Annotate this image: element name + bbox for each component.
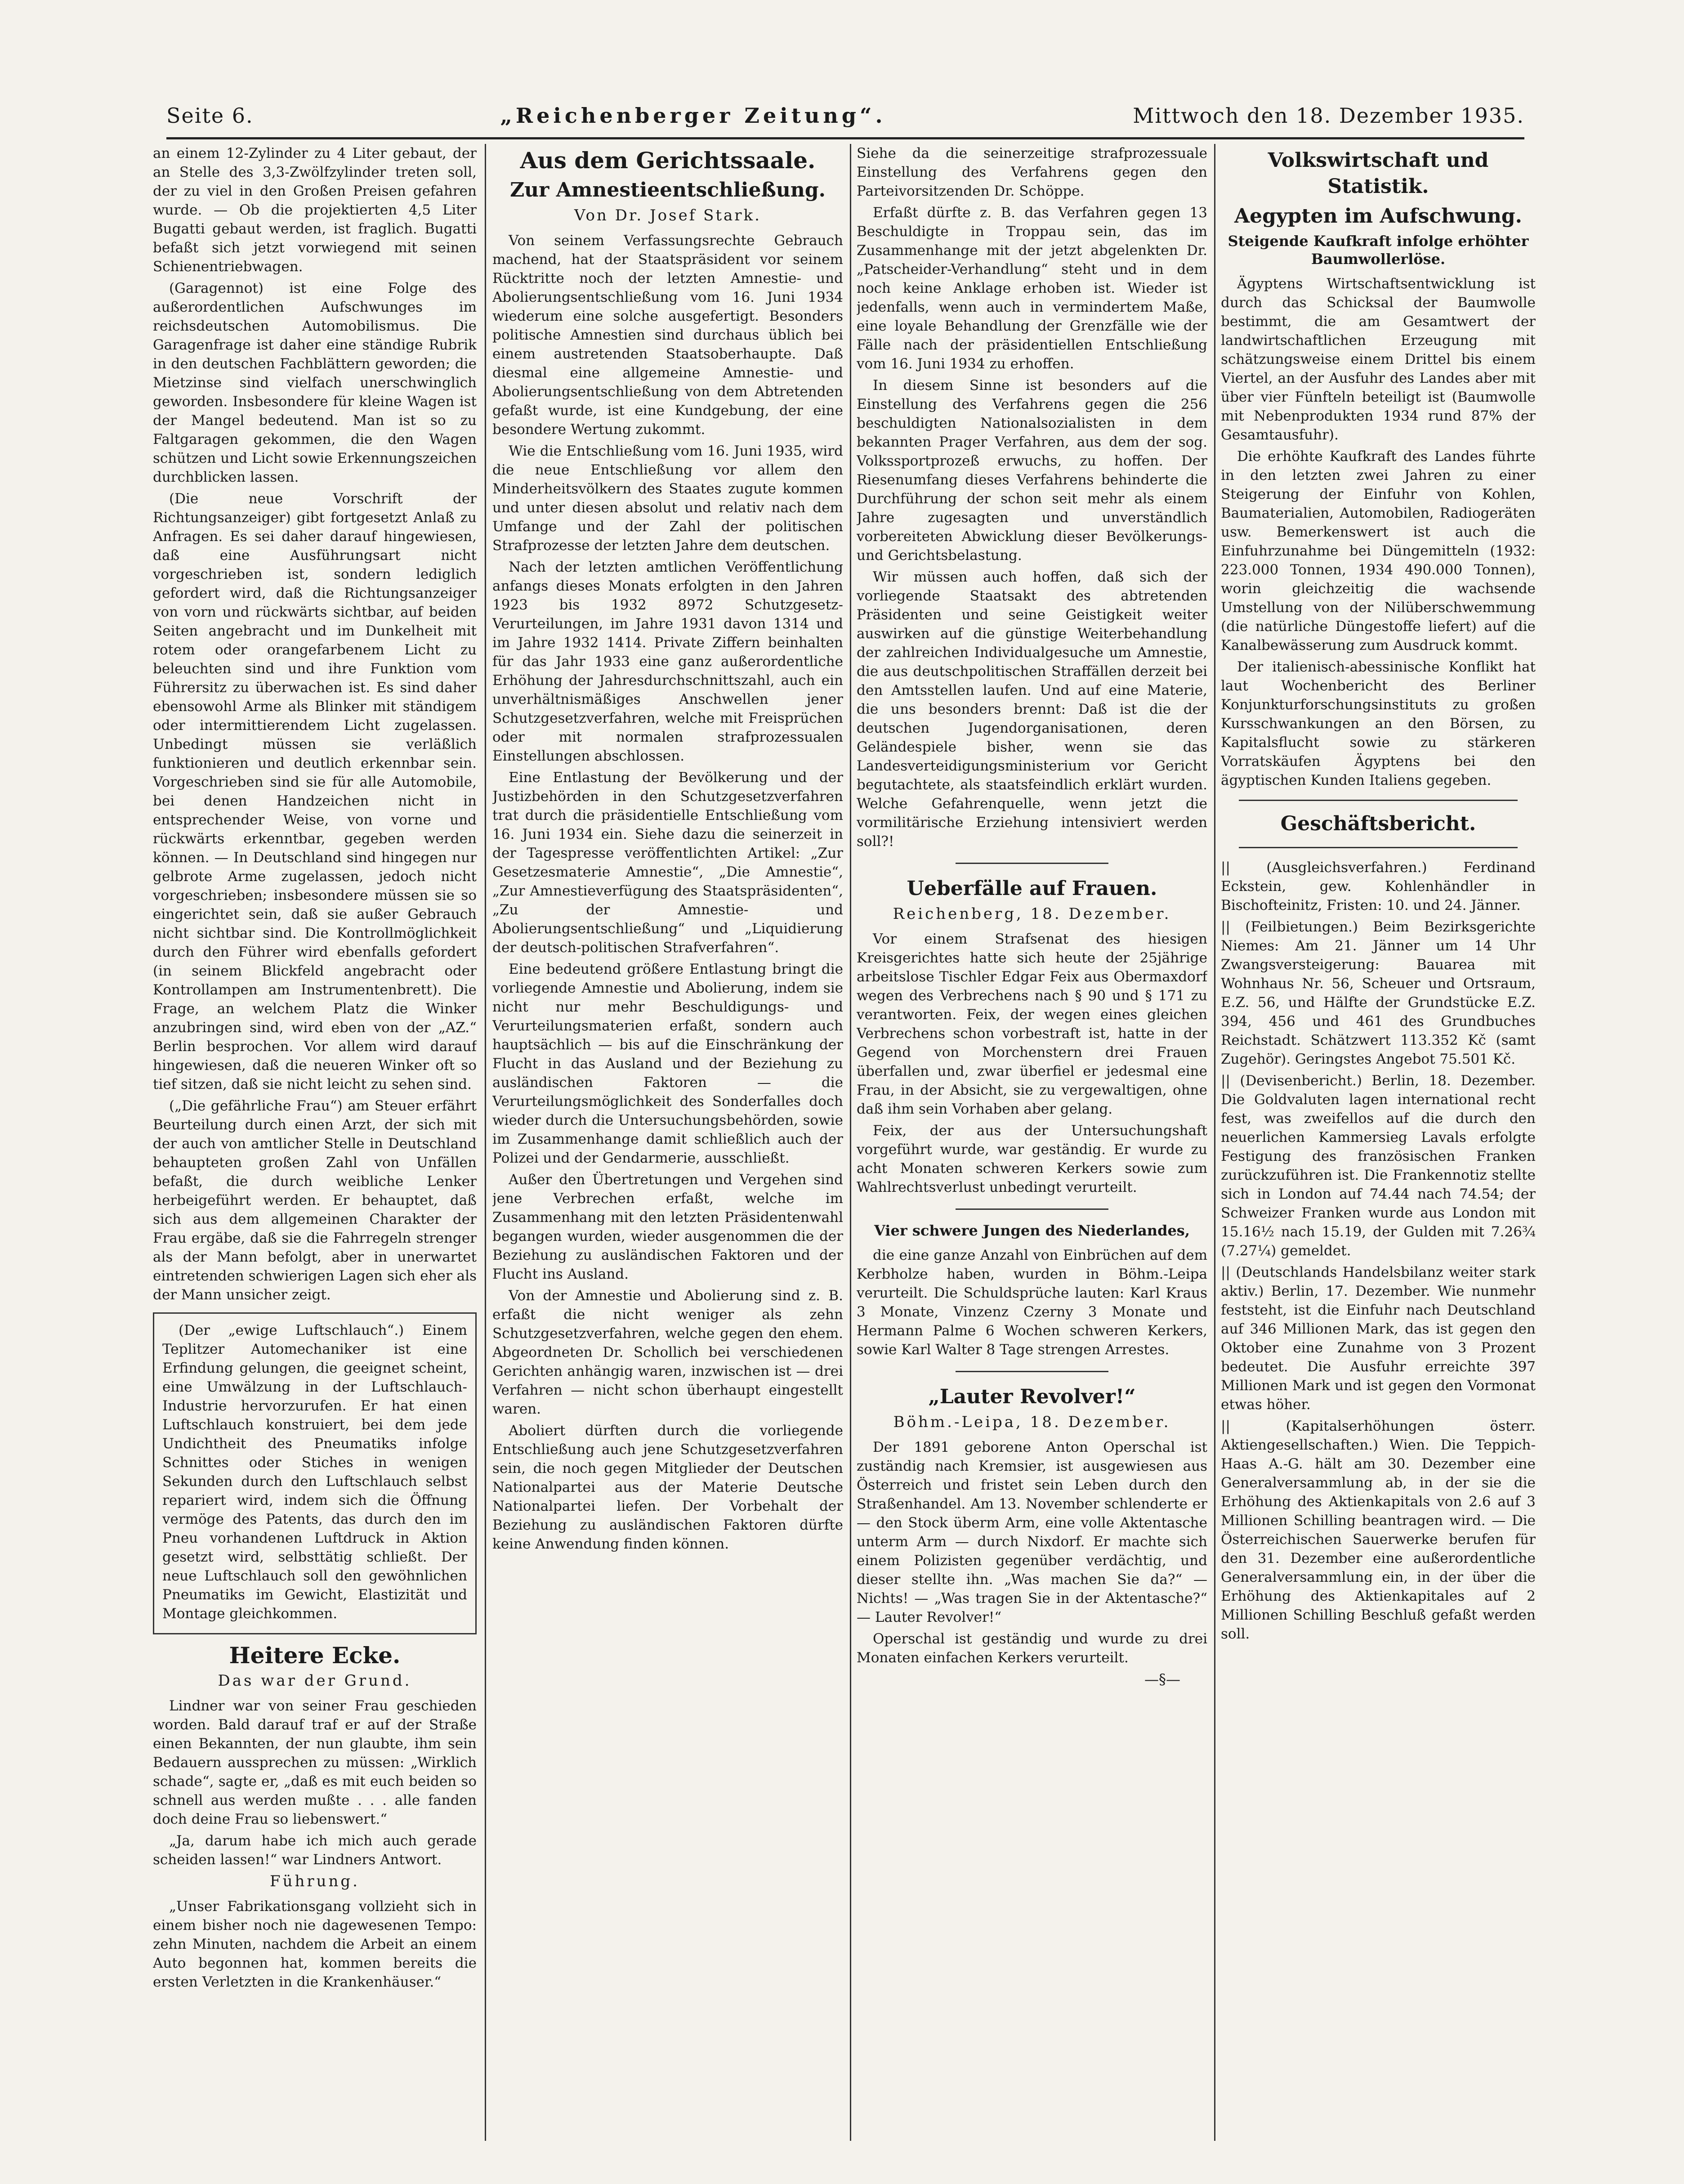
paragraph: Nach der letzten amtlichen Veröffentlichung anfangs dieses Monats erfolgten in den Jahren 1923 bis 1932 8972 Schutzgesetz-Verurteilungen, im Jahre 1931 davon 1314 und im Jahre 1932 1414. Private Ziffern beinhalten für das Jahr 1933 eine ganz außerordentliche Erhöhung der Jahresdurchschnittszahl, auch ein unverhältnismäßiges Anschwellen jener Schutzgesetzverfahren, welche mit Freisprüchen oder mit normalen strafprozessualen Einstellungen abschlossen.	[492, 559, 843, 764]
column-rule	[850, 144, 851, 2141]
signature: —§—	[1144, 1671, 1180, 1688]
byline: Von Dr. Josef Stark.	[574, 206, 761, 224]
column-4	[1221, 144, 1536, 2141]
article-headline: Vier schwere Jungen des Niederlandes,	[874, 1222, 1190, 1239]
page-number: Seite 6.	[166, 103, 254, 128]
paragraph: Eine Entlastung der Bevölkerung und der Justizbehörden in den Schutzgesetzverfahren trat durch die präsidentielle Entschließung vom 16. Juni 1934 ein. Siehe dazu die seinerzeit in der Tagespresse veröffentlichten Artikel: „Zur Gesetzesmaterie Amnestie“, „Die Amnestie“, „Zur Amnestieverfügung des Staatspräsidenten“, „Zu der Amnestie- und Abolierungsentschließung“ und „Liquidierung der deutsch-politischen Strafverfahren“.	[492, 770, 843, 956]
paragraph: In diesem Sinne ist besonders auf die Einstellung des Verfahrens gegen die 256 beschuldigten Nationalsozialisten in dem bekannten Prager Verfahren, aus dem der sog. Volkssportprozeß erwuchs, zu hoffen. Der Riesenumfang dieses Verfahrens behinderte die Durchführung der schon seit mehr als einem Jahre zugesagten und unverständlich vorbereiteten Abwicklung dieser Bevölkerungs- und Gerichtsbelastung.	[857, 377, 1207, 564]
article-headline: „Lauter Revolver!“	[928, 1385, 1136, 1408]
paragraph: || (Deutschlands Handelsbilanz weiter stark aktiv.) Berlin, 17. Dezember. Wie nunmehr feststeht, ist die Einfuhr nach Deutschland auf 346 Millionen Mark, das ist gegen den Oktober eine Zunahme von 3 Prozent bedeutet. Die Ausfuhr erreichte 397 Millionen Mark und ist gegen den Vormonat etwas höher.	[1221, 1264, 1536, 1413]
paragraph: (Die neue Vorschrift der Richtungsanzeiger) gibt fortgesetzt Anlaß zu Anfragen. Es sei daher darauf hingewiesen, daß eine Ausführungsart nicht vorgeschrieben ist, sondern lediglich gefordert wird, daß die Richtungsanzeiger von vorn und rückwärts sichtbar, auf beiden Seiten angebracht und im Dunkelheit mit rotem oder orangefarbenem Licht zu beleuchten sind und ihre Funktion vom Führersitz zu überwachen ist. Es sind daher ebensowohl Arme als Blinker mit ständigem oder intermittierendem Licht zugelassen. Unbedingt müssen sie verläßlich funktionieren und deutlich erkennbar sein. Vorgeschrieben sind sie für alle Automobile, bei denen Handzeichen nicht in entsprechender Weise, von vorne und rückwärts erkenntbar, gegeben werden können. — In Deutschland sind hingegen nur gelbrote Arme zugelassen, jedoch nicht vorgeschrieben; insbesondere müssen sie so eingerichtet sein, daß sie außer Gebrauch nicht sichtbar sind. Die Kontrollmöglichkeit durch den Führer wird ebenfalls gefordert (in seinem Blickfeld angebracht oder Kontrollampen am Instrumentenbrett). Die Frage, an welchem Platz die Winker anzubringen sind, wird eben von der „AZ.“ Berlin besprochen. Vor allem wird darauf hingewiesen, daß die neueren Winker oft so tief sitzen, daß sie nicht leicht zu sehen sind.	[153, 491, 477, 1092]
paragraph: Vor einem Strafsenat des hiesigen Kreisgerichtes hatte sich heute der 25jährige arbeitslose Tischler Edgar Feix aus Obermaxdorf wegen des Verbrechens nach § 90 und § 171 zu verantworten. Feix, der wegen eines gleichen Verbrechens schon vorbestraft ist, hatte in der Gegend von Morchenstern drei Frauen überfallen und, zwar überfiel er jedesmal eine Frau, in der Absicht, sie zu vergewaltigen, ohne daß ihm sein Vorhaben aber gelang.	[857, 931, 1207, 1117]
paragraph: || (Feilbietungen.) Beim Bezirksgerichte Niemes: Am 21. Jänner um 14 Uhr Zwangsversteigerung: Bauarea mit Wohnhaus Nr. 56, Scheuer und Ortsraum, E.Z. 56, und Hälfte der Grundstücke E.Z. 394, 456 und 461 des Grundbuches Reichstadt. Schätzwert 113.352 Kč (samt Zugehör). Geringstes Angebot 75.501 Kč.	[1221, 919, 1536, 1067]
paragraph: || (Ausgleichsverfahren.) Ferdinand Eckstein, gew. Kohlenhändler in Bischofteinitz, Fristen: 10. und 24. Jänner.	[1221, 859, 1536, 913]
column-2	[492, 144, 843, 2141]
paragraph: Der italienisch-abessinische Konflikt hat laut Wochenbericht des Berliner Konjunkturforschungsinstituts zu großen Kursschwankungen an den Börsen, zu Kapitalsflucht sowie zu stärkeren Vorratskäufen Ägyptens bei den ägyptischen Kunden Italiens gegeben.	[1221, 659, 1536, 788]
article-headline: Aegypten im Aufschwung.	[1234, 205, 1522, 228]
paragraph: Ägyptens Wirtschaftsentwicklung ist durch das Schicksal der Baumwolle bestimmt, die am Gesamtwert der landwirtschaftlichen Erzeugung mit schätzungsweise einem Drittel bis einem Viertel, an der Ausfuhr des Landes aber mit über vier Fünfteln beteiligt ist (Baumwolle mit Nebenprodukten 1934 rund 87% der Gesamtausfuhr).	[1221, 276, 1536, 443]
paragraph: an einem 12-Zylinder zu 4 Liter gebaut, der an Stelle des 3,3-Zwölfzylinder treten soll, der zu viel in den Großen Preisen gefahren wurde. — Ob die projektierten 4,5 Liter Bugatti gebaut werden, ist fraglich. Bugatti befaßt sich jetzt vorwiegend mit seinen Schienentriebwagen.	[153, 145, 477, 275]
section-heading: Heitere Ecke.	[229, 1642, 401, 1669]
paragraph: Aboliert dürften durch die vorliegende Entschließung auch jene Schutzgesetzverfahren sein, die noch gegen Mitglieder der Deutschen Nationalpartei aus der Materie Deutsche Nationalpartei liefen. Der Vorbehalt der Beziehung zu ausländischen Faktoren dürfte keine Anwendung finden können.	[492, 1423, 843, 1552]
paragraph: Erfaßt dürfte z. B. das Verfahren gegen 13 Beschuldigte in Troppau sein, das im Zusammenhange mit der jetzt abgelenkten Dr. „Patscheider-Verhandlung“ steht und in dem noch keine Anklage erhoben ist. Wieder ist jedenfalls, wenn auch in vermindertem Maße, eine loyale Behandlung der Grenzfälle wie der Fälle nach der präsidentiellen Entschließung vom 16. Juni 1934 zu erhoffen.	[857, 205, 1207, 372]
article-headline: Ueberfälle auf Frauen.	[907, 877, 1157, 900]
paragraph: die eine ganze Anzahl von Einbrüchen auf dem Kerbholze haben, wurden in Böhm.-Leipa verurteilt. Die Schuldsprüche lauten: Karl Kraus 3 Monate, Vinzenz Czerny 3 Monate und Hermann Palme 6 Wochen schweren Kerkers, sowie Karl Walter 8 Tage strengen Arrestes.	[857, 1247, 1207, 1358]
paper-title: „Reichenberger Zeitung“.	[500, 103, 886, 128]
paragraph: || (Kapitalserhöhungen österr. Aktiengesellschaften.) Wien. Die Teppich-Haas A.-G. hält am 30. Dezember eine Generalversammlung ab, in der sie die Erhöhung des Aktienkapitals von 2.6 auf 3 Millionen Schilling beantragen wird. — Die Österreichischen Sauerwerke berufen für den 31. Dezember eine außerordentliche Generalversammlung ein, in der über die Erhöhung des Aktienkapitales auf 2 Millionen Schilling Beschluß gefaßt werden soll.	[1221, 1418, 1536, 1642]
separator	[956, 1371, 1108, 1372]
notice-box	[153, 1312, 477, 1634]
column-rule	[1214, 144, 1215, 2141]
paragraph: Wir müssen auch hoffen, daß sich der vorliegende Staatsakt des abtretenden Präsidenten und seine Geistigkeit weiter auswirken auf die günstige Weiterbehandlung der zahlreichen Individualgesuche um Amnestie, die aus deutschpolitischen Straffällen derzeit bei den Amtsstellen laufen. Und auf eine Materie, die uns besonders brennt: Daß ist die der deutschen Jugendorganisationen, deren Geländespiele bisher, wenn sie das Landesverteidigungsministerium vor Gericht begutachtete, als staatsfeindlich erklärt wurden. Welche Gefahrenquelle, wenn jetzt die vormilitärische Erziehung intensiviert werden soll?!	[857, 569, 1207, 850]
paragraph: Siehe da die seinerzeitige strafprozessuale Einstellung des Verfahrens gegen den Parteivorsitzenden Dr. Schöppe.	[857, 145, 1207, 199]
paragraph: Feix, der aus der Untersuchungshaft vorgeführt wurde, war geständig. Er wurde zu acht Monaten schweren Kerkers sowie zum Wahlrechtsverlust unbedingt verurteilt.	[857, 1123, 1207, 1195]
paragraph: „Unser Fabrikationsgang vollzieht sich in einem bisher noch nie dagewesenen Tempo: zehn Minuten, nachdem die Arbeit an einem Auto begonnen hat, kommen bereits die ersten Verletzten in die Krankenhäuser.“	[153, 1898, 477, 1990]
paragraph: (Garagennot) ist eine Folge des außerordentlichen Aufschwunges im reichsdeutschen Automobilismus. Die Garagenfrage ist daher eine ständige Rubrik in den deutschen Fachblättern geworden; die Mietzinse sind vielfach unerschwinglich geworden. Insbesondere für kleine Wagen ist der Mangel bedeutend. Man ist so zu Faltgaragen gekommen, die den Wagen schützen und Licht sowie Erkennungszeichen durchblicken lassen.	[153, 280, 477, 485]
column-3	[857, 144, 1207, 2141]
paragraph: Der 1891 geborene Anton Operschal ist zuständig nach Kremsier, ist ausgewiesen aus Österreich und fristet sein Leben durch den Straßenhandel. Am 13. November schlenderte er — den Stock überm Arm, eine volle Aktentasche unterm Arm — durch Nixdorf. Er machte sich einem Polizisten gegenüber verdächtig, und dieser stellte ihn. „Was machen Sie da?“ — Nichts! — „Was tragen Sie in der Aktentasche?“ — Lauter Revolver!“	[857, 1439, 1207, 1625]
paragraph: Die erhöhte Kaufkraft des Landes führte in den letzten zwei Jahren zu einer Steigerung der Einfuhr von Kohlen, Baumaterialien, Automobilen, Radiogeräten usw. Bemerkenswert ist auch die Einfuhrzunahme bei Düngemitteln (1932: 223.000 Tonnen, 1934 490.000 Tonnen), worin gleichzeitig die wachsende Umstellung von der Nilüberschwemmung (die natürliche Düngestoffe liefert) auf die Kanalbewässerung zum Ausdruck kommt.	[1221, 448, 1536, 653]
column-1	[153, 144, 477, 2141]
joke-title: Führung.	[269, 1872, 360, 1890]
paragraph: Eine bedeutend größere Entlastung bringt die vorliegende Amnestie und Abolierung, indem sie nicht nur mehr Beschuldigungs- und Verurteilungsmaterien erfaßt, sondern auch hauptsächlich — bis auf die Einschränkung der Flucht in das Ausland und der Beziehung zu ausländischen Faktoren — die Verurteilungsmöglichkeit des Sonderfalles doch wieder durch die Untersuchungsbehörden, sowie im Zusammenhange damit schließlich auch der Polizei und der Gendarmerie, ausschließt.	[492, 961, 843, 1166]
paragraph: Operschal ist geständig und wurde zu drei Monaten einfachen Kerkers verurteilt.	[857, 1631, 1207, 1666]
paragraph: („Die gefährliche Frau“) am Steuer erfährt Beurteilung durch einen Arzt, der sich mit der auch von amtlicher Stelle in Deutschland behaupteten großen Zahl von Unfällen befaßt, die durch weibliche Lenker herbeigeführt werden. Er behauptet, daß sich aus dem allgemeinen Charakter der Frau ergäbe, daß sie die Fahrregeln strenger als der Mann befolgt, aber in unerwartet eintretenden schwierigen Lagen sich eher als der Mann unsicher zeigt.	[153, 1098, 477, 1303]
article-subheadline: Steigende Kaufkraft infolge erhöhter Baumwollerlöse.	[1228, 233, 1529, 268]
dateline: Reichenberg, 18. Dezember.	[893, 905, 1171, 923]
separator	[1239, 847, 1518, 848]
paragraph: Von der Amnestie und Abolierung sind z. B. erfaßt die nicht weniger als zehn Schutzgesetzverfahren, welche gegen den ehem. Abgeordneten Dr. Schollich bei verschiedenen Gerichten anhängig waren, inzwischen ist — drei Verfahren — nicht schon überhaupt eingestellt waren.	[492, 1288, 843, 1417]
paragraph: (Der „ewige Luftschlauch“.) Einem Teplitzer Automechaniker ist eine Erfindung gelungen, die geeignet scheint, eine Umwälzung in der Luftschlauch-Industrie hervorzurufen. Er hat einen Luftschlauch konstruiert, bei dem jede Undichtheit des Pneumatiks infolge Schnittes oder Stiches in wenigen Sekunden durch den Luftschlauch selbst repariert wird, indem sich die Öffnung vermöge des Patents, das durch den im Pneu vorhandenen Luftdruck in Aktion gesetzt wird, selbsttätig schließt. Der neue Luftschlauch soll den gewöhnlichen Pneumatiks im Gewicht, Elastizität und Montage gleichkommen.	[162, 1322, 467, 1622]
separator	[956, 863, 1108, 864]
paragraph: Wie die Entschließung vom 16. Juni 1935, wird die neue Entschließung vor allem den Minderheitsvölkern des Staates zugute kommen und unter diesen absolut und relativ nach dem Umfange und der Zahl der politischen Strafprozesse der letzten Jahre dem deutschen.	[492, 443, 843, 554]
paragraph: || (Devisenbericht.) Berlin, 18. Dezember. Die Goldvaluten lagen international recht fest, was zweifellos auf die durch den neuerlichen Kammersieg Lavals erfolgte Festigung des französischen Franken zurückzuführen ist. Die Frankennotiz stellte sich in London auf 74.44 nach 74.54; der Schweizer Franken wurde aus London mit 15.16½ nach 15.19, der Gulden mit 7.26¾ (7.27¼) gemeldet.	[1221, 1073, 1536, 1259]
paragraph: Von seinem Verfassungsrechte Gebrauch machend, hat der Staatspräsident vor seinem Rücktritte noch der letzten Amnestie- und Abolierungsentschließung vom 16. Juni 1934 wiederum eine solche ausgefertigt. Besonders politische Amnestien sind durchaus üblich bei einem austretenden Staatsoberhaupte. Daß diesmal eine allgemeine Amnestie- und Abolierungsentschließung von dem Abtretenden gefaßt wurde, ist eine Kundgebung, der eine besondere Wertung zukommt.	[492, 233, 843, 438]
section-heading: Geschäftsbericht.	[1280, 812, 1476, 835]
joke-title: Das war der Grund.	[218, 1672, 412, 1690]
masthead	[166, 103, 1524, 135]
issue-date: Mittwoch den 18. Dezember 1935.	[1133, 103, 1524, 128]
separator	[956, 1208, 1108, 1210]
column-rule	[485, 144, 486, 2141]
masthead-rule	[166, 137, 1524, 139]
separator	[1239, 800, 1518, 801]
dateline: Böhm.-Leipa, 18. Dezember.	[893, 1413, 1171, 1431]
paragraph: Lindner war von seiner Frau geschieden worden. Bald darauf traf er auf der Straße einen Bekannten, der nun glaubte, ihm sein Bedauern aussprechen zu müssen: „Wirklich schade“, sagte er, „daß es mit euch beiden so schnell aus werden mußte . . . alle fanden doch deine Frau so liebenswert.“	[153, 1698, 477, 1827]
section-heading: Volkswirtschaft und Statistik.	[1268, 149, 1489, 198]
article-headline: Zur Amnestieentschließung.	[510, 179, 826, 201]
section-heading: Aus dem Gerichtssaale.	[520, 147, 816, 174]
paragraph: „Ja, darum habe ich mich auch gerade scheiden lassen!“ war Lindners Antwort.	[153, 1833, 477, 1868]
paragraph: Außer den Übertretungen und Vergehen sind jene Verbrechen erfaßt, welche im Zusammenhang mit den letzten Präsidentenwahl begangen wurden, wieder ausgenommen die der Beziehung zu ausländischen Faktoren und der Flucht ins Ausland.	[492, 1172, 843, 1282]
